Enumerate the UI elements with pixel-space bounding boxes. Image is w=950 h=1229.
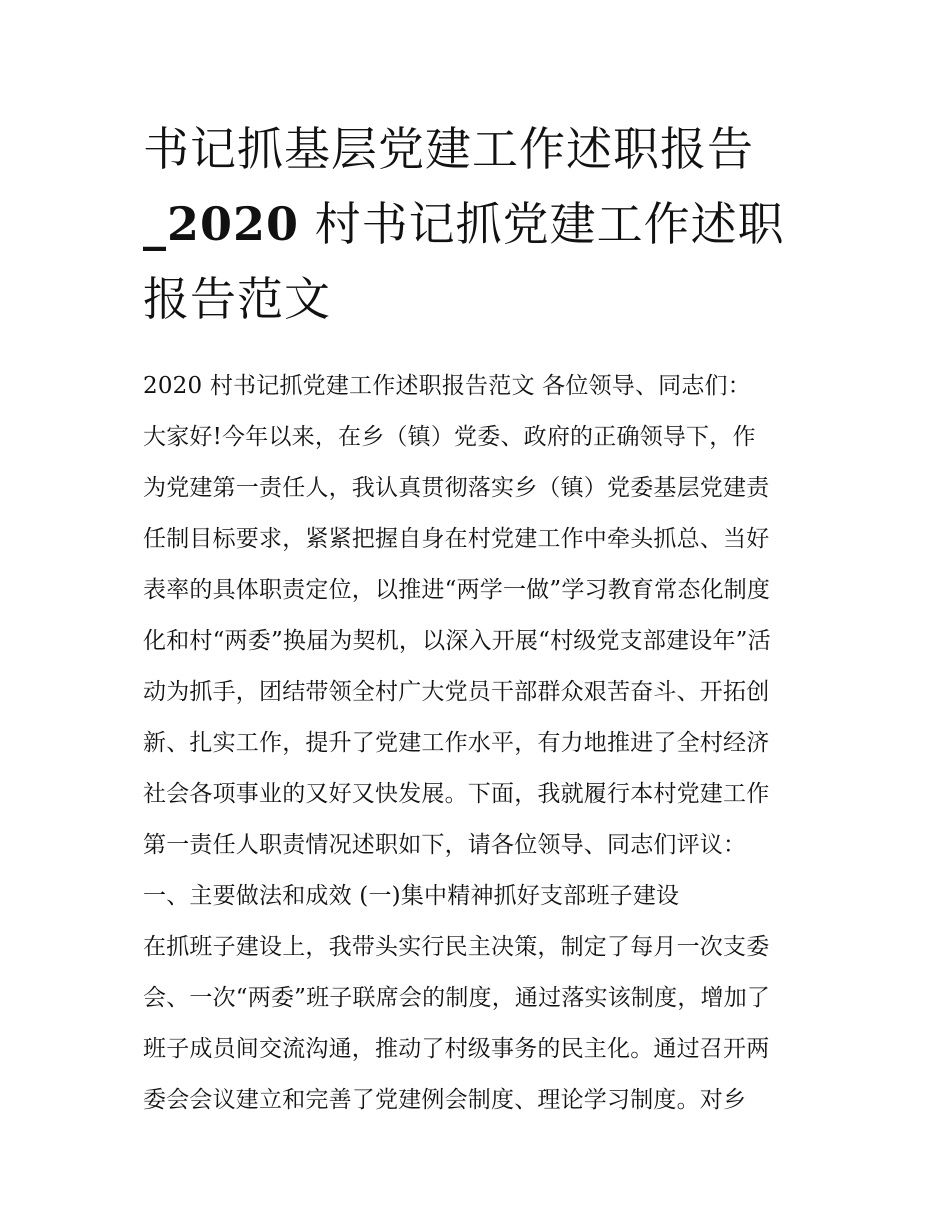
body-line-5: 表率的具体职责定位，以推进“两学一做”学习教育常态化制度	[143, 577, 771, 603]
title-year: _2020	[143, 197, 300, 251]
body-line-11: 一、主要做法和成效 (一)集中精神抓好支部班子建设	[143, 883, 680, 909]
body-line-13: 会、一次“两委”班子联席会的制度，通过落实该制度，增加了	[143, 985, 771, 1011]
body-line-14: 班子成员间交流沟通，推动了村级事务的民主化。通过召开两	[143, 1036, 770, 1062]
title-line-2-text: 村书记抓党建工作述职	[314, 197, 785, 251]
body-line-6: 化和村“两委”换届为契机，以深入开展“村级党支部建设年”活	[143, 628, 771, 654]
title-line-3: 报告范文	[143, 272, 331, 326]
body-line-4: 任制目标要求，紧紧把握自身在村党建工作中牵头抓总、当好	[143, 526, 770, 552]
body-line-15: 委会会议建立和完善了党建例会制度、理论学习制度。对乡	[143, 1087, 747, 1113]
body-line-10: 第一责任人职责情况述职如下，请各位领导、同志们评议：	[143, 832, 747, 858]
body-line-9: 社会各项事业的又好又快发展。下面，我就履行本村党建工作	[143, 781, 770, 807]
document-title	[143, 112, 823, 337]
title-line-2	[143, 187, 823, 262]
body-line-8: 新、扎实工作，提升了党建工作水平，有力地推进了全村经济	[143, 730, 770, 756]
body-line-3: 为党建第一责任人，我认真贯彻落实乡（镇）党委基层党建责	[143, 475, 770, 501]
body-line-12: 在抓班子建设上，我带头实行民主决策，制定了每月一次支委	[143, 934, 770, 960]
body-line-2: 大家好!今年以来，在乡（镇）党委、政府的正确领导下，作	[143, 424, 756, 450]
title-line-1: 书记抓基层党建工作述职报告	[143, 122, 754, 176]
body-line-1: 2020 村书记抓党建工作述职报告范文 各位领导、同志们：	[143, 373, 751, 399]
document-body	[143, 361, 813, 1126]
body-line-7: 动为抓手，团结带领全村广大党员干部群众艰苦奋斗、开拓创	[143, 679, 770, 705]
